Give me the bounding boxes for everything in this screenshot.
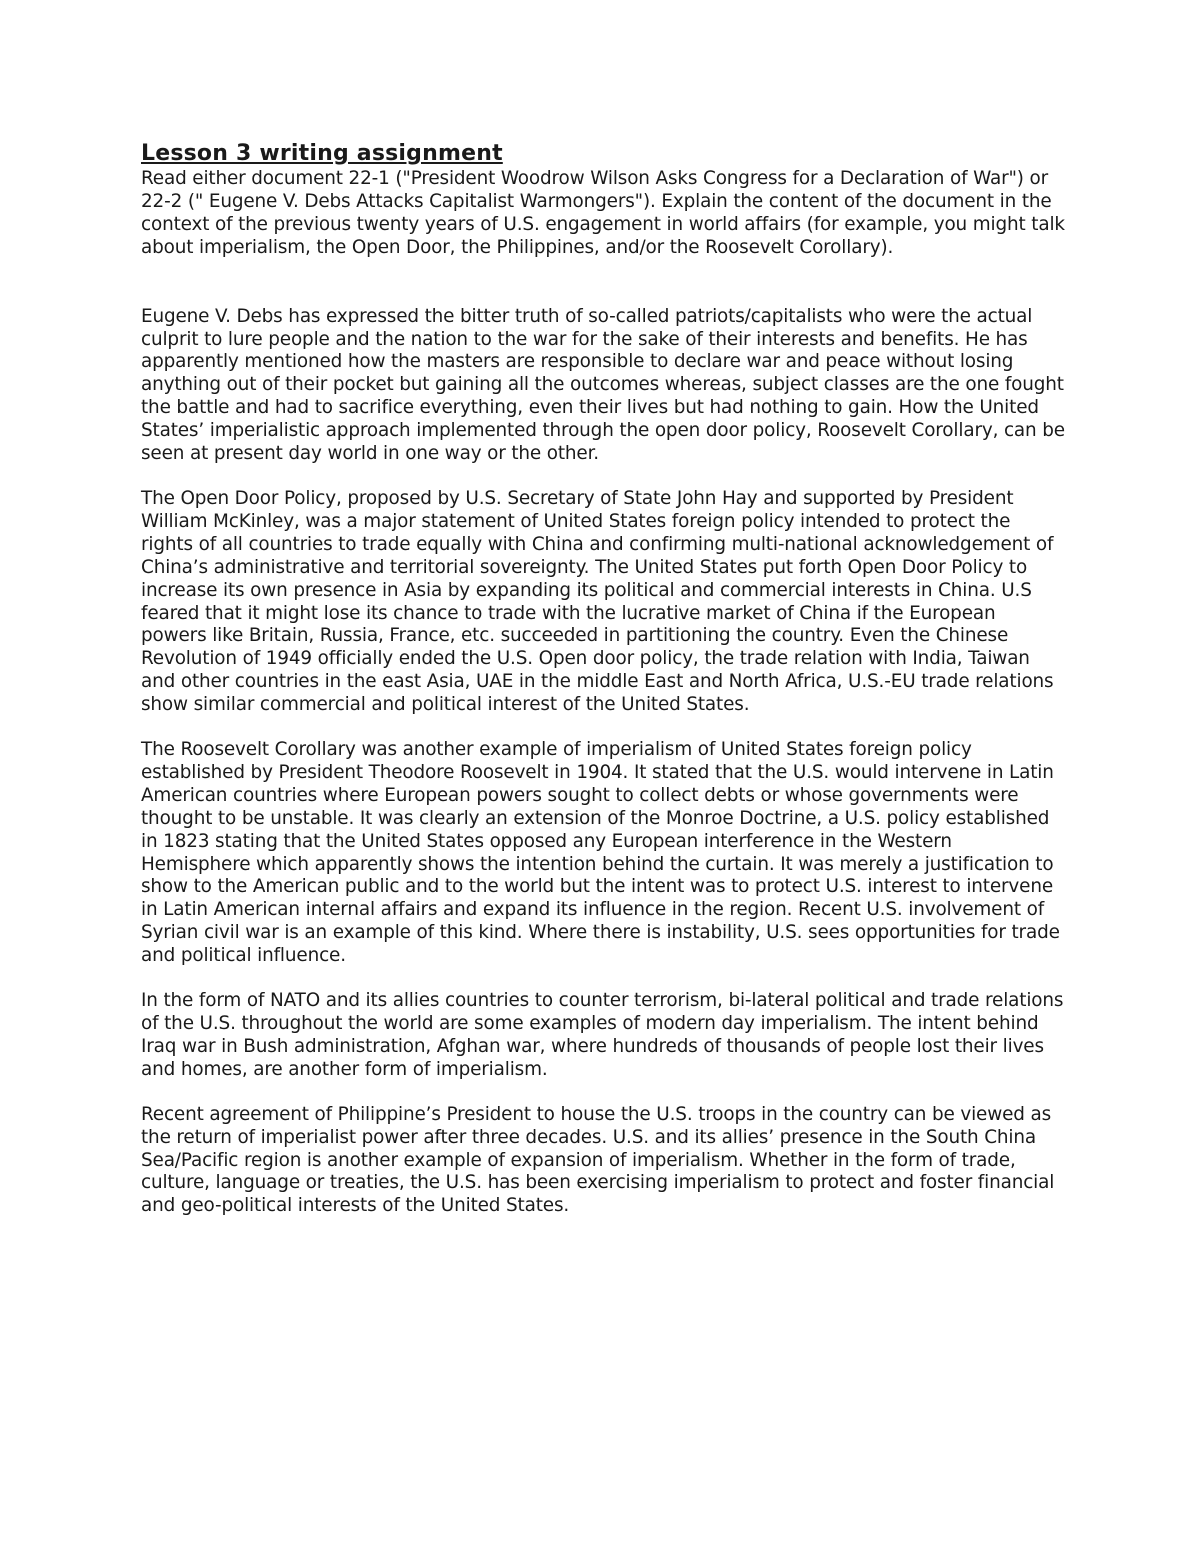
- page-title: Lesson 3 writing assignment: [141, 141, 503, 166]
- paragraph-roosevelt-corollary: The Roosevelt Corollary was another example of imperialism of United States foreign policy established by President Theodore Roosevelt in 1904. It stated that the U.S. would intervene in Latin American countries where European powers sought to collect debts or whose governments were thought to be unstable. It was clearly an extension of the Monroe Doctrine, a U.S. policy established in 1823 stating that the United States opposed any European interference in the Western Hemisphere which apparently shows the intention behind the curtain. It was merely a justification to show to the American public and to the world but the intent was to protect U.S. interest to intervene in Latin American internal affairs and expand its influence in the region. Recent U.S. involvement of Syrian civil war is an example of this kind. Where there is instability, U.S. sees opportunities for trade and political influence.: [141, 739, 1060, 967]
- paragraph-debs: Eugene V. Debs has expressed the bitter truth of so-called patriots/capitalists who were the actual culprit to lure people and the nation to the war for the sake of their interests and benefits. He has apparently mentioned how the masters are responsible to declare war and peace without losing anything out of their pocket but gaining all the outcomes whereas, subject classes are the one fought the battle and had to sacrifice everything, even their lives but had nothing to gain. How the United States’ imperialistic approach implemented through the open door policy, Roosevelt Corollary, can be seen at present day world in one way or the other.: [141, 305, 1065, 465]
- assignment-prompt: Read either document 22-1 ("President Woodrow Wilson Asks Congress for a Declaration of War") or 22-2 (" Eugene V. Debs Attacks Capitalist Warmongers"). Explain the content of the document in the context of the previous twenty years of U.S. engagement in world affairs (for example, you might talk about imperialism, the Open Door, the Philippines, and/or the Roosevelt Corollary).: [141, 168, 1065, 258]
- paragraph-philippines: Recent agreement of Philippine’s President to house the U.S. troops in the country can be viewed as the return of imperialist power after three decades. U.S. and its allies’ presence in the South China Sea/Pacific region is another example of expansion of imperialism. Whether in the form of trade, culture, language or treaties, the U.S. has been exercising imperialism to protect and foster financial and geo-political interests of the United States.: [141, 1103, 1055, 1217]
- paragraph-open-door: The Open Door Policy, proposed by U.S. Secretary of State John Hay and supported by President William McKinley, was a major statement of United States foreign policy intended to protect the rights of all countries to trade equally with China and confirming multi-national acknowledgement of China’s administrative and territorial sovereignty. The United States put forth Open Door Policy to increase its own presence in Asia by expanding its political and commercial interests in China. U.S feared that it might lose its chance to trade with the lucrative market of China if the European powers like Britain, Russia, France, etc. succeeded in partitioning the country. Even the Chinese Revolution of 1949 officially ended the U.S. Open door policy, the trade relation with India, Taiwan and other countries in the east Asia, UAE in the middle East and North Africa, U.S.-EU trade relations show similar commercial and political interest of the United States.: [141, 487, 1054, 716]
- document-page: [141, 140, 1066, 1218]
- paragraph-modern-imperialism: In the form of NATO and its allies countries to counter terrorism, bi-lateral political and trade relations of the U.S. throughout the world are some examples of modern day imperialism. The intent behind Iraq war in Bush administration, Afghan war, where hundreds of thousands of people lost their lives and homes, are another form of imperialism.: [141, 990, 1064, 1080]
